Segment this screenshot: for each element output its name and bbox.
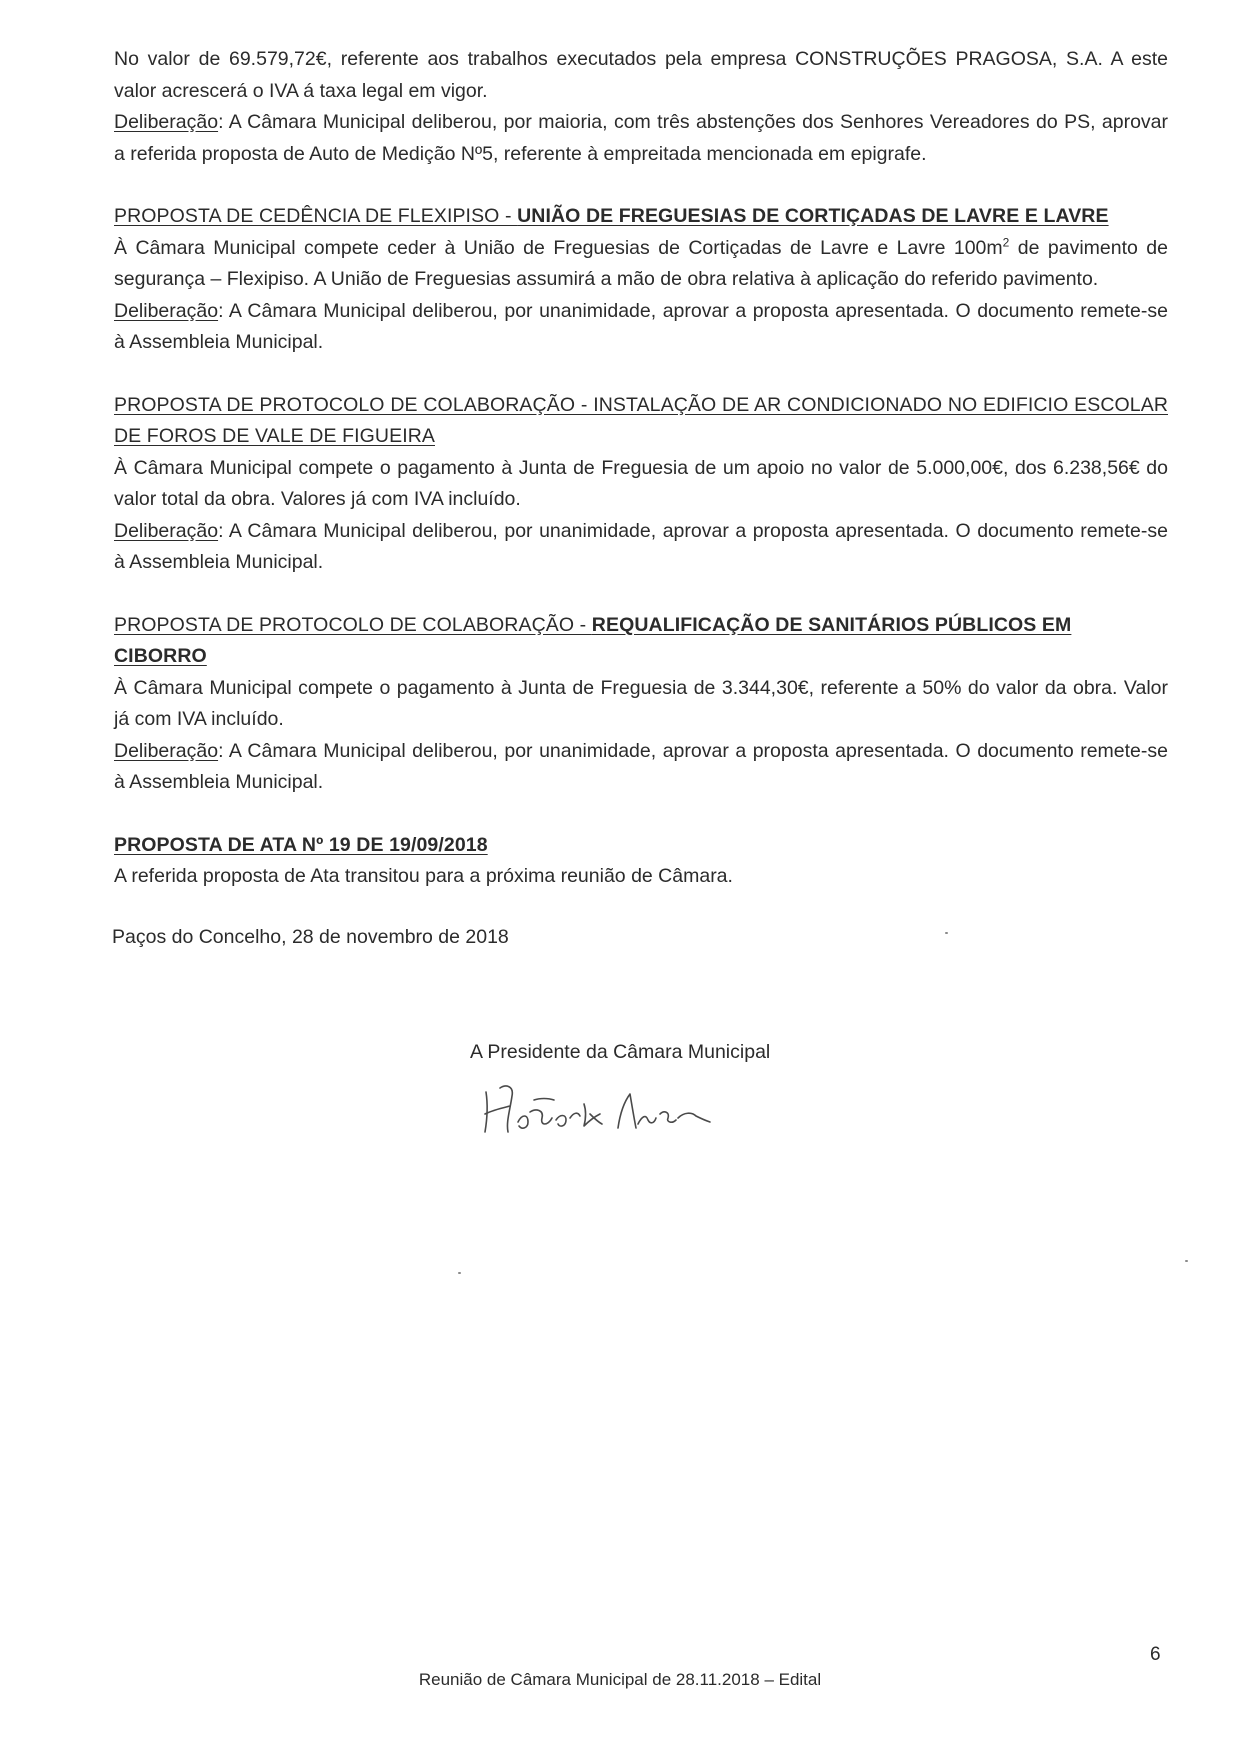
section-deliberation (114, 736, 1168, 799)
document-body (114, 44, 1168, 893)
deliberation-label: Deliberação (114, 739, 219, 762)
deliberation-text: : A Câmara Municipal deliberou, por unanimidade, aprovar a proposta apresentada. O documento remete-se à Assembleia Municipal. (114, 299, 1168, 353)
intro-deliberation (114, 107, 1168, 170)
deliberation-text: : A Câmara Municipal deliberou, por unanimidade, aprovar a proposta apresentada. O documento remete-se à Assembleia Municipal. (114, 519, 1168, 573)
place-date: Paços do Concelho, 28 de novembro de 2018 (112, 926, 509, 948)
section-ar-condicionado (114, 390, 1168, 579)
intro-block (114, 44, 1168, 170)
scan-speck (458, 1272, 461, 1274)
section-heading-part: PROPOSTA DE PROTOCOLO DE COLABORAÇÃO - (114, 613, 592, 636)
section-body (114, 233, 1168, 296)
deliberation-label: Deliberação (114, 299, 219, 322)
intro-paragraph: No valor de 69.579,72€, referente aos trabalhos executados pela empresa CONSTRUÇÕES PRAGOSA, S.A. A este valor acrescerá o IVA á taxa legal em vigor. (114, 48, 1168, 102)
section-body: À Câmara Municipal compete o pagamento à Junta de Freguesia de 3.344,30€, referente a 50% do valor da obra. Valor já com IVA incluído. (114, 676, 1168, 730)
section-heading (114, 201, 1168, 233)
section-sanitarios (114, 610, 1168, 799)
page-footer: Reunião de Câmara Municipal de 28.11.2018 – Edital (418, 1670, 822, 1689)
section-deliberation (114, 296, 1168, 359)
section-deliberation (114, 516, 1168, 579)
scan-speck (1185, 1260, 1188, 1262)
deliberation-label: Deliberação (114, 519, 219, 542)
section-heading-part-bold: REQUALIFICAÇÃO DE SANITÁRIOS PÚBLICOS EM CIBORRO (114, 613, 1072, 667)
deliberation-text: : A Câmara Municipal deliberou, por maioria, com três abstenções dos Senhores Vereadores do PS, aprovar a referida proposta de Auto de Medição Nº5, referente à empreitada mencionada em epigrafe. (114, 111, 1168, 165)
section-heading: PROPOSTA DE ATA Nº 19 DE 19/09/2018 (114, 833, 488, 856)
page-number: 6 (1150, 1644, 1161, 1665)
section-ata (114, 830, 1168, 893)
section-heading: PROPOSTA DE PROTOCOLO DE COLABORAÇÃO - INSTALAÇÃO DE AR CONDICIONADO NO EDIFICIO ESCOLAR DE FOROS DE VALE DE FIGUEIRA (114, 393, 1168, 447)
deliberation-text: : A Câmara Municipal deliberou, por unanimidade, aprovar a proposta apresentada. O documento remete-se à Assembleia Municipal. (114, 739, 1168, 793)
handwritten-signature (478, 1070, 728, 1140)
section-body: A referida proposta de Ata transitou para a próxima reunião de Câmara. (114, 865, 733, 887)
section-heading (114, 610, 1168, 673)
section-body-text: À Câmara Municipal compete ceder à União de Freguesias de Cortiçadas de Lavre e Lavre 100m (114, 236, 1003, 259)
deliberation-label: Deliberação (114, 111, 219, 133)
superscript: 2 (1002, 235, 1010, 249)
section-heading-part: PROPOSTA DE CEDÊNCIA DE FLEXIPISO - (114, 205, 518, 227)
signatory-title: A Presidente da Câmara Municipal (470, 1041, 771, 1063)
section-body-text: de pavimento de segurança – Flexipiso. A União de Freguesias assumirá a mão de obra relativa à aplicação do referido pavimento. (114, 236, 1168, 290)
section-heading-part-bold: UNIÃO DE FREGUESIAS DE CORTIÇADAS DE LAVRE E LAVRE (517, 205, 1109, 227)
section-flexipiso (114, 201, 1168, 359)
scan-speck (945, 932, 948, 934)
section-body: À Câmara Municipal compete o pagamento à Junta de Freguesia de um apoio no valor de 5.000,00€, dos 6.238,56€ do valor total da obra. Valores já com IVA incluído. (114, 456, 1168, 510)
